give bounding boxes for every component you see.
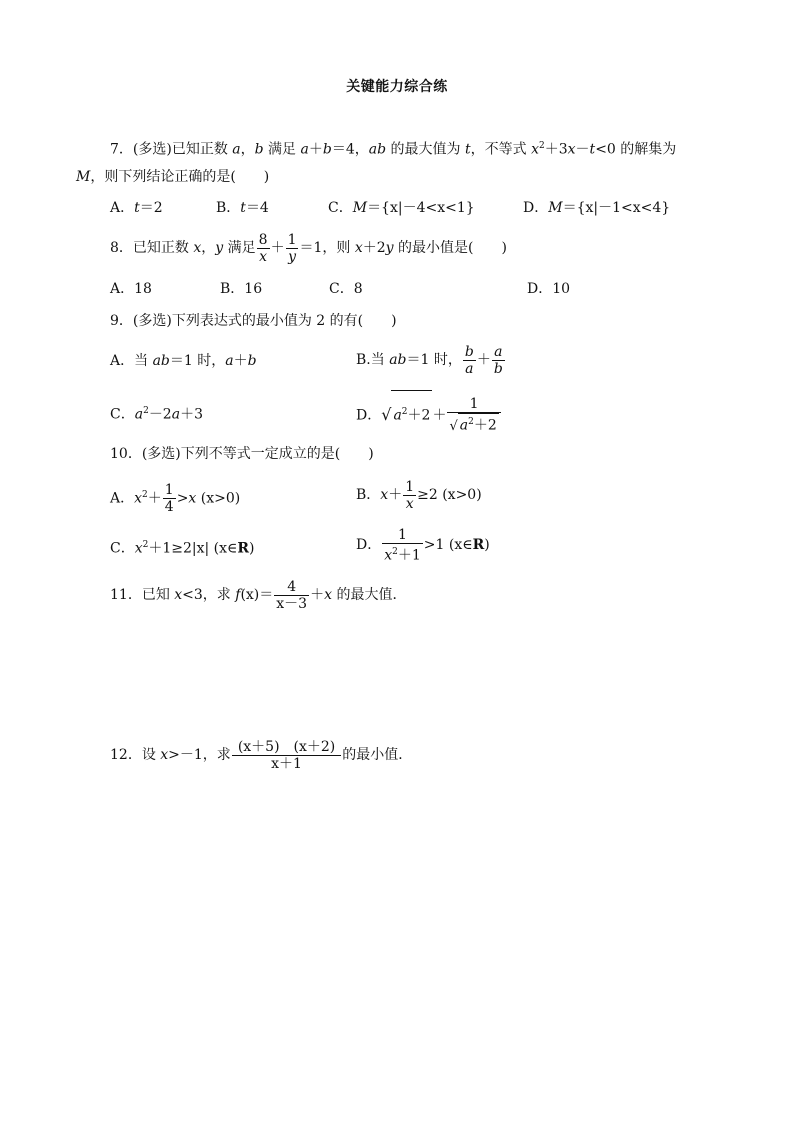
q8-text: ＝1，则 <box>299 240 355 256</box>
option-var: t <box>134 200 140 216</box>
option-var: a <box>134 406 144 423</box>
option-text: > <box>176 490 189 507</box>
q8-var: y <box>215 240 224 256</box>
q7-option-b <box>216 198 269 218</box>
option-text: ＝{x|－1<x<4} <box>562 200 671 216</box>
q7-option-c <box>328 198 475 218</box>
q10d-fraction <box>382 527 423 564</box>
q11-text: <3，求 <box>182 587 236 603</box>
q11-var: f <box>235 587 241 603</box>
fraction-denominator: x <box>259 248 268 265</box>
q7-text: 7．(多选)已知正数 <box>110 141 233 158</box>
option-label: A． <box>110 200 135 216</box>
q7-exp: 2 <box>538 141 545 151</box>
q7-option-d <box>523 198 670 218</box>
q7-var: t <box>464 141 471 158</box>
q11-text: ＝ <box>259 587 274 603</box>
q7-var: t <box>589 141 596 158</box>
q9d-fraction <box>447 396 500 435</box>
option-text: ＋ <box>233 353 248 369</box>
q8-text: ＋2 <box>362 240 386 256</box>
option-text: ) <box>249 540 255 557</box>
q8-var: x <box>193 240 202 256</box>
option-var: x <box>384 547 393 564</box>
q7-var: b <box>322 141 332 158</box>
q9-option-d <box>356 390 502 437</box>
option-var: ab <box>389 352 407 368</box>
q7-text: ＋3 <box>544 141 568 158</box>
fraction-numerator: 1 <box>164 482 174 499</box>
q8-text: ， <box>201 240 216 256</box>
q11-text: 的最大值． <box>332 587 407 603</box>
q8-option-c: C．8 <box>329 281 363 297</box>
option-var: a <box>171 406 181 423</box>
option-label: B． <box>216 200 241 216</box>
fraction-numerator: a <box>494 343 503 360</box>
option-text: ＋1 <box>397 547 421 564</box>
q7-option-a <box>110 198 163 218</box>
option-text: ＋ <box>147 490 162 507</box>
option-set: R <box>237 540 250 557</box>
question-10: 10．(多选)下列不等式一定成立的是( ) <box>110 446 374 462</box>
q11-fraction <box>274 579 309 612</box>
option-text: D． <box>356 407 382 424</box>
option-text: ＋2 <box>407 407 431 424</box>
q7-text: ，不等式 <box>470 141 532 158</box>
option-text: ≥2 (x>0) <box>417 487 482 503</box>
q7-text: <0 的解集为 <box>595 141 677 158</box>
q7-text: ，则下列结论正确的是( ) <box>90 169 270 185</box>
fraction-denominator: 4 <box>164 499 174 516</box>
option-var: a <box>225 353 234 369</box>
option-exp: 2 <box>468 417 474 428</box>
q8-fraction-1 <box>257 232 270 265</box>
sqrt-icon: √ <box>449 418 458 434</box>
q11-var: x <box>174 587 183 603</box>
q10-option-c <box>110 535 255 559</box>
q7-text: ＋ <box>308 141 323 158</box>
sqrt-icon: √ <box>381 404 392 424</box>
option-text: ＝1 时， <box>169 353 226 369</box>
option-var: x <box>188 490 197 507</box>
q9-option-c <box>110 401 203 425</box>
q8-option-d: D．10 <box>527 281 571 297</box>
q7-text: 的最大值为 <box>386 141 465 158</box>
question-11 <box>110 574 406 616</box>
fraction-denominator: x＋1 <box>271 755 302 772</box>
q9b-fraction-1 <box>463 344 476 377</box>
option-text: A．当 <box>110 353 153 369</box>
q8-text: ＋ <box>270 240 285 256</box>
fraction-numerator: 1 <box>382 527 423 544</box>
q7-var: a <box>232 141 241 158</box>
q8-text: 满足 <box>223 240 256 256</box>
q7-var: ab <box>368 141 387 158</box>
option-var: x <box>134 540 143 557</box>
fraction-denominator: x <box>405 495 414 512</box>
option-text: ＝2 <box>139 200 163 216</box>
q8-text: 的最小值是( ) <box>393 240 507 256</box>
option-exp: 2 <box>143 406 149 416</box>
q11-text: (x) <box>240 587 260 603</box>
option-text: ＝4 <box>245 200 269 216</box>
q7-var: b <box>254 141 264 158</box>
fraction-numerator: 1 <box>287 231 297 248</box>
q10-option-d <box>356 524 490 566</box>
q7-text: 满足 <box>263 141 301 158</box>
q10b-fraction <box>403 479 416 512</box>
q9-option-a <box>110 351 257 371</box>
option-var: b <box>247 353 257 369</box>
q8-fraction-2 <box>286 232 299 265</box>
fraction-numerator: 4 <box>274 579 309 596</box>
option-var: a <box>459 417 469 434</box>
q11-text: 11．已知 <box>110 587 175 603</box>
fraction-numerator: b <box>464 343 474 360</box>
option-exp: 2 <box>142 540 149 550</box>
option-text: >1 (x∈ <box>423 537 473 553</box>
radicand <box>391 390 432 437</box>
q8-option-b: B．16 <box>220 281 263 297</box>
option-text: ＋2 <box>473 417 497 434</box>
option-var: x <box>380 487 389 503</box>
q12-text: 12．设 <box>110 747 161 763</box>
option-text: ＋ <box>432 407 447 424</box>
option-text: ) <box>484 537 490 553</box>
option-exp: 2 <box>142 490 148 500</box>
question-12 <box>110 734 412 776</box>
option-var: M <box>352 200 368 216</box>
question-7-line-2 <box>76 167 269 187</box>
option-set: R <box>472 537 485 553</box>
option-var: t <box>240 200 246 216</box>
q8-var: x <box>354 240 363 256</box>
fraction-numerator: 8 <box>258 231 268 248</box>
option-label: C． <box>328 200 353 216</box>
option-var: M <box>548 200 563 216</box>
q11-var: x <box>324 587 332 603</box>
fraction-numerator: 1 <box>405 478 415 495</box>
option-label: D． <box>523 200 549 216</box>
q7-text: ＝4， <box>331 141 369 158</box>
q7-var: M <box>76 169 91 185</box>
q9b-fraction-2 <box>492 344 505 377</box>
q8-text: 8．已知正数 <box>110 240 194 256</box>
question-8 <box>110 229 507 267</box>
page-title: 关键能力综合练 <box>346 79 448 95</box>
q12-var: x <box>160 747 169 763</box>
q10a-fraction <box>163 482 176 515</box>
fraction-denominator: x－3 <box>276 595 308 612</box>
option-text: ＝{x|－4<x<1} <box>367 200 475 216</box>
fraction-denominator <box>382 544 423 564</box>
option-exp: 2 <box>401 407 408 417</box>
option-var: ab <box>152 353 170 369</box>
option-text: ＋ <box>476 352 491 368</box>
option-text: ＋1≥2|x| (x∈ <box>148 540 238 557</box>
option-text: B.当 <box>356 352 390 368</box>
question-7 <box>110 136 676 160</box>
fraction-denominator: y <box>288 248 296 265</box>
q7-text: ， <box>240 141 255 158</box>
option-text: ＝1 时， <box>406 352 462 368</box>
q9-option-b <box>356 340 506 380</box>
q8-option-a: A．18 <box>110 281 152 297</box>
fraction-numerator: (x＋5) (x＋2) <box>232 739 341 756</box>
option-text: C． <box>110 540 135 557</box>
q7-var: x <box>531 141 539 158</box>
q12-text: >－1，求 <box>168 747 231 763</box>
q10-option-b <box>356 475 482 515</box>
q12-text: 的最小值． <box>342 747 413 763</box>
option-text: －2 <box>148 406 172 423</box>
fraction-denominator: b <box>493 360 503 377</box>
fraction-denominator: a <box>465 360 474 377</box>
q10-option-a <box>110 475 240 519</box>
q7-var: x <box>567 141 576 158</box>
q7-text: － <box>575 141 590 158</box>
q8-var: y <box>385 240 394 256</box>
fraction-numerator: 1 <box>447 396 500 413</box>
option-text: A． <box>110 490 135 507</box>
fraction-denominator <box>447 413 500 435</box>
option-var: x <box>134 490 143 507</box>
q7-var: a <box>300 141 309 158</box>
option-text: D． <box>356 537 382 553</box>
q11-text: ＋ <box>310 587 325 603</box>
option-text: ＋3 <box>180 406 204 423</box>
option-text: B． <box>356 487 381 503</box>
question-9: 9．(多选)下列表达式的最小值为 2 的有( ) <box>110 313 397 329</box>
option-var: a <box>393 407 402 424</box>
option-text: (x>0) <box>196 490 241 507</box>
option-text: C． <box>110 406 135 423</box>
q12-fraction <box>232 739 341 772</box>
option-text: ＋ <box>388 487 403 503</box>
option-exp: 2 <box>392 546 398 557</box>
